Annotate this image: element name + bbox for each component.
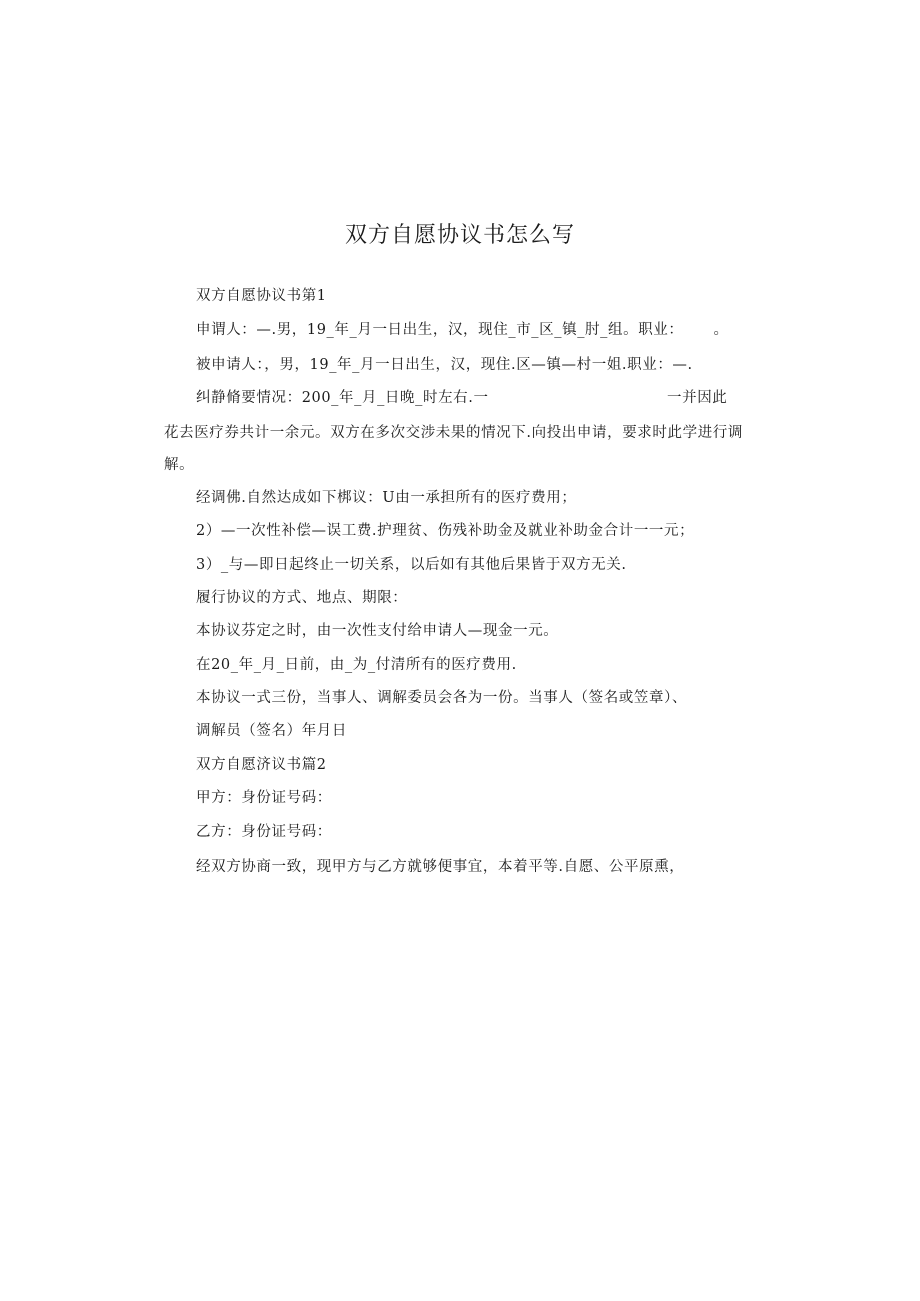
- section-heading-1: 双方自愿协议书第1: [196, 288, 327, 304]
- party-b-line: 乙方：身份证号码：: [196, 824, 332, 840]
- dispute-line-end: 一并因此: [667, 390, 728, 406]
- payment-line-2: 在20_年_月_日前，由_为_付清所有的医疗费用.: [196, 657, 517, 673]
- applicant-text: 申谓人：—.男，19_年_月一日出生，汉，现住_市_区_镇_肘_组。职业：: [196, 322, 684, 338]
- performance-heading: 履行协议的方式、地点、期限：: [196, 590, 408, 606]
- consensus-line: 经双方协商一致，现甲方与乙方就够便事宜，本着平等.自愿、公平原熏，: [196, 859, 685, 875]
- applicant-period: 。: [713, 322, 729, 338]
- section-heading-2: 双方自愿济议书篇2: [196, 757, 327, 773]
- payment-line-1: 本协议芬定之时，由一次性支付给申请人—现金一元。: [196, 623, 559, 639]
- dispute-line-start: 纠静脩要情况：200_年_月_日晚_时左右.一: [196, 390, 489, 406]
- agreement-item-2: 2）—一次性补偿—误工费.护理贫、伤残补助金及就业补助金合计一一元；: [196, 523, 695, 539]
- document-title: 双方自愿协议书怎么写: [344, 223, 575, 248]
- respondent-line: 被申请人：，男，19_年_月一日出生，汉，现住.区—镇—村一姐.职业：—.: [196, 357, 693, 373]
- dispute-line-3: 解。: [164, 457, 195, 473]
- party-a-line: 甲方：身份证号码：: [196, 790, 332, 806]
- agreement-item-3: 3）_与—即日起终止一切关系，以后如有其他后果皆于双方无关.: [196, 557, 627, 573]
- applicant-line: [196, 320, 729, 340]
- agreement-item-1: 经调佛.自然达成如下梆议：U由一承担所有的医疗费用；: [196, 490, 577, 506]
- mediator-signature-line: 调解员（签名）年月日: [196, 723, 347, 739]
- copies-line: 本协议一式三份，当事人、调解委员会各为一份。当事人（签名或笠章）、: [196, 690, 688, 706]
- dispute-line-2: 花去医疗券共计一余元。双方在多次交涉未果的情况下.向投出申请，要求时此学进行调: [164, 425, 744, 441]
